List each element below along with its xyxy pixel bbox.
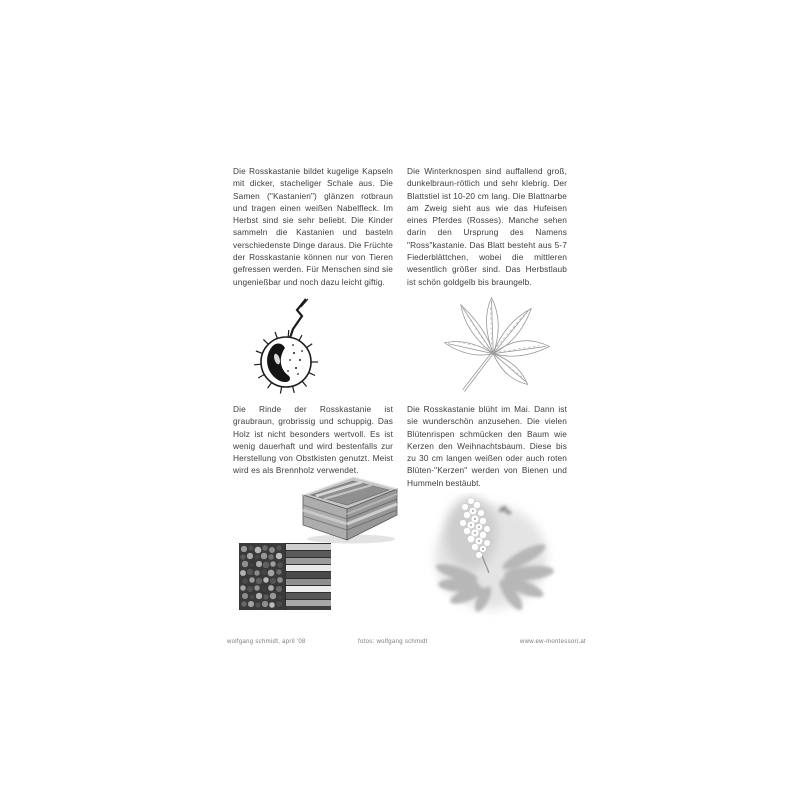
chestnut-blossom-candle-watercolor: [421, 493, 568, 625]
wooden-fruit-crate-photo: [299, 469, 401, 545]
footer-author: wolfgang schmidt, april '08: [227, 639, 306, 645]
split-logs: [286, 544, 331, 610]
footer-website: www.ew-montessori.at: [520, 639, 587, 645]
paragraph-fruit: Die Rosskastanie bildet kugelige Kapseln mit dicker, stacheliger Schale aus. Die Samen ("Kastanien") glänzen rotbraun und tragen einen weißen Nabelfleck. Im Herbst sind sie sehr beliebt. Die Kinder sammeln die Kastanien und basteln verschiedenste Dinge daraus. Die Früchte der Rosskastanie können nur von Tieren gefressen werden. Für Menschen sind sie ungenießbar und noch dazu leicht giftig.: [233, 166, 393, 287]
paragraph-buds-and-leaf: Die Winterknospen sind auffallend groß, dunkelbraun-rötlich und sehr klebrig. Der Blattstiel ist 10-20 cm lang. Die Blattnarbe am Zweig sieht aus wie das Hufeisen eines Pferdes (Rosses). Manche sehen darin den Ursprung des Namens "Ross"kastanie. Das Blatt besteht aus 5-7 Fiederblättchen, wobei die mittleren wesentlich größer sind. Das Herbstlaub ist schön goldgelb bis braungelb.: [407, 166, 567, 287]
chestnut-capsule-drawing: [238, 298, 338, 400]
paragraph-bark-and-wood: Die Rinde der Rosskastanie ist graubraun, grobrissig und schuppig. Das Holz ist nicht besonders wertvoll. Es ist wenig dauerhaft und wird bestenfalls zur Herstellung von Obstkisten genutzt. Meist wird es als Brennholz verwendet.: [233, 404, 393, 476]
palmate-chestnut-leaf-drawing: [432, 294, 560, 398]
paragraph-blossom: Die Rosskastanie blüht im Mai. Dann ist sie wunderschön anzusehen. Die vielen Blütenrispen schmücken den Baum wie Kerzen den Weihnachtsbaum. Diese bis zu 30 cm langen weißen oder auch roten Blüten-"Kerzen" werden von Bienen und Hummeln bestäubt.: [407, 404, 567, 488]
footer-photo-credit: fotos: wolfgang schmidt: [358, 639, 428, 645]
stacked-firewood-photo: [239, 543, 332, 623]
